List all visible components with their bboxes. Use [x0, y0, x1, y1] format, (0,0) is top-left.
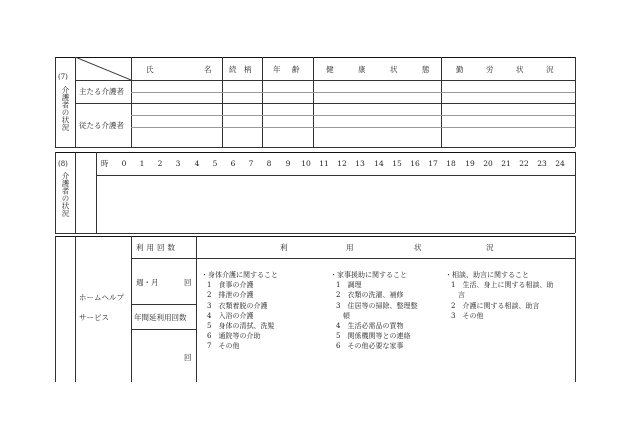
hour-tick: 19 — [465, 159, 475, 168]
annual-count-unit: 回 — [184, 353, 192, 362]
service-label-service: サービス — [79, 313, 109, 322]
hour-tick: 9 — [285, 159, 291, 168]
housework-title: ・家事援助に関すること — [330, 271, 407, 279]
header-health-3: 状 — [390, 65, 398, 74]
list-item: 2 衣類の洗濯、補修 — [336, 291, 404, 300]
week-month-label: 週・月 — [136, 278, 159, 287]
section9-count-line — [131, 304, 196, 305]
hour-tick: 11 — [319, 159, 329, 168]
section9-right-border — [575, 236, 576, 382]
header-name-2: 名 — [204, 65, 212, 74]
list-item: 5 関係機関等との連絡 — [336, 332, 411, 341]
list-item: 3 住居等の掃除、整理整 — [336, 301, 418, 310]
hour-tick: 24 — [555, 159, 565, 168]
hour-tick: 12 — [337, 159, 347, 168]
usage-count-header: 利用回数 — [136, 243, 178, 252]
header-work-1: 勤 — [456, 65, 464, 74]
header-health-1: 健 — [326, 65, 334, 74]
list-item: 6 通院等の介助 — [207, 332, 261, 341]
header-diagonal — [75, 57, 131, 80]
list-item: 3 その他 — [451, 311, 484, 320]
section7-row-label-divider — [131, 57, 132, 147]
section7-sub-line — [131, 115, 575, 116]
section8-title: 介護者の状況 — [61, 172, 70, 217]
section9-label-divider — [75, 236, 76, 382]
header-age-2: 齢 — [292, 65, 300, 74]
section7-sub-line — [131, 127, 575, 128]
section7-header-line — [75, 80, 575, 81]
section7-row-line — [75, 103, 575, 104]
consultation-title: ・相談、助言に関すること — [445, 271, 529, 279]
section7-col-divider — [222, 57, 223, 147]
service-label-homehelp: ホームヘルプ — [79, 293, 124, 302]
time-label: 時 — [101, 159, 109, 168]
section7-left-border — [55, 57, 56, 147]
list-item: 5 身体の清拭、洗髪 — [207, 322, 275, 331]
list-item: 頓 — [336, 311, 350, 320]
hour-tick: 5 — [212, 159, 218, 168]
header-name-1: 氏 — [146, 65, 154, 74]
section8-time-divider — [96, 152, 97, 233]
header-work-4: 況 — [546, 65, 554, 74]
header-work-2: 労 — [486, 65, 494, 74]
hour-tick: 20 — [483, 159, 493, 168]
section7-number: (7) — [58, 73, 68, 81]
hour-tick: 14 — [374, 159, 384, 168]
body-care-title: ・身体介護に関すること — [201, 271, 278, 279]
housework-list — [330, 270, 417, 352]
section7-bottom-border — [55, 147, 575, 148]
section8-time-row-line — [96, 175, 575, 176]
hour-tick: 6 — [230, 159, 236, 168]
list-item: 4 入浴の介護 — [207, 311, 254, 320]
header-relation-1: 続 — [229, 65, 237, 74]
header-relation-2: 柄 — [244, 65, 252, 74]
section7-col-divider — [313, 57, 314, 147]
section9-left-border — [55, 236, 56, 382]
body-care-list — [201, 270, 278, 352]
section9-top-border — [55, 236, 575, 237]
section7-title: 介護者の状況 — [61, 86, 70, 131]
section8-right-border — [575, 152, 576, 233]
usage-status-header-4: 況 — [486, 243, 494, 252]
list-item: 1 食事の介護 — [207, 281, 254, 290]
section7-top-border — [55, 57, 575, 58]
list-item: 7 その他 — [207, 342, 240, 351]
hour-tick: 16 — [410, 159, 420, 168]
hour-tick: 22 — [519, 159, 529, 168]
list-item: 言 — [451, 291, 465, 300]
hour-tick: 15 — [392, 159, 402, 168]
section8-left-border — [55, 152, 56, 233]
row-label-secondary-caregiver: 従たる介護者 — [79, 121, 124, 130]
hour-tick: 3 — [175, 159, 181, 168]
list-item: 3 衣類着脱の介護 — [207, 301, 268, 310]
section8-label-divider — [75, 152, 76, 233]
section9-header-line — [131, 258, 575, 259]
hour-tick: 2 — [157, 159, 163, 168]
hour-tick: 17 — [428, 159, 438, 168]
hour-tick: 1 — [139, 159, 145, 168]
hour-tick: 18 — [446, 159, 456, 168]
hour-tick: 10 — [301, 159, 311, 168]
hour-tick: 0 — [121, 159, 127, 168]
usage-status-header-1: 利 — [280, 243, 288, 252]
hour-tick: 8 — [266, 159, 272, 168]
usage-status-header-3: 状 — [414, 243, 422, 252]
hour-tick: 21 — [501, 159, 511, 168]
hour-tick: 13 — [355, 159, 365, 168]
usage-status-header-2: 用 — [346, 243, 354, 252]
hour-tick: 7 — [248, 159, 254, 168]
section8-bottom-border — [55, 233, 575, 234]
header-health-2: 康 — [358, 65, 366, 74]
section7-sub-line — [131, 92, 575, 93]
header-age-1: 年 — [273, 65, 281, 74]
header-health-4: 態 — [422, 65, 430, 74]
section9-count-line — [131, 329, 196, 330]
section7-right-border — [575, 57, 576, 147]
row-label-primary-caregiver: 主たる介護者 — [79, 87, 124, 96]
list-item: 1 調理 — [336, 281, 362, 290]
section7-col-divider — [441, 57, 442, 147]
hour-tick: 4 — [194, 159, 200, 168]
count-unit: 回 — [184, 278, 192, 287]
hour-tick: 23 — [537, 159, 547, 168]
list-item: 1 生活、身上に関する相談、助 — [451, 281, 554, 290]
list-item: 4 生活必需品の買物 — [336, 322, 404, 331]
section7-col-divider — [262, 57, 263, 147]
list-item: 2 排泄の介護 — [207, 291, 254, 300]
annual-count-label: 年間延利用回数 — [134, 313, 187, 322]
header-work-3: 状 — [516, 65, 524, 74]
section8-top-border — [55, 152, 575, 153]
section8-number: (8) — [58, 160, 68, 168]
list-item: 2 介護に関する相談、助言 — [451, 301, 540, 310]
list-item: 6 その他必要な家事 — [336, 342, 404, 351]
consultation-list — [445, 270, 553, 321]
